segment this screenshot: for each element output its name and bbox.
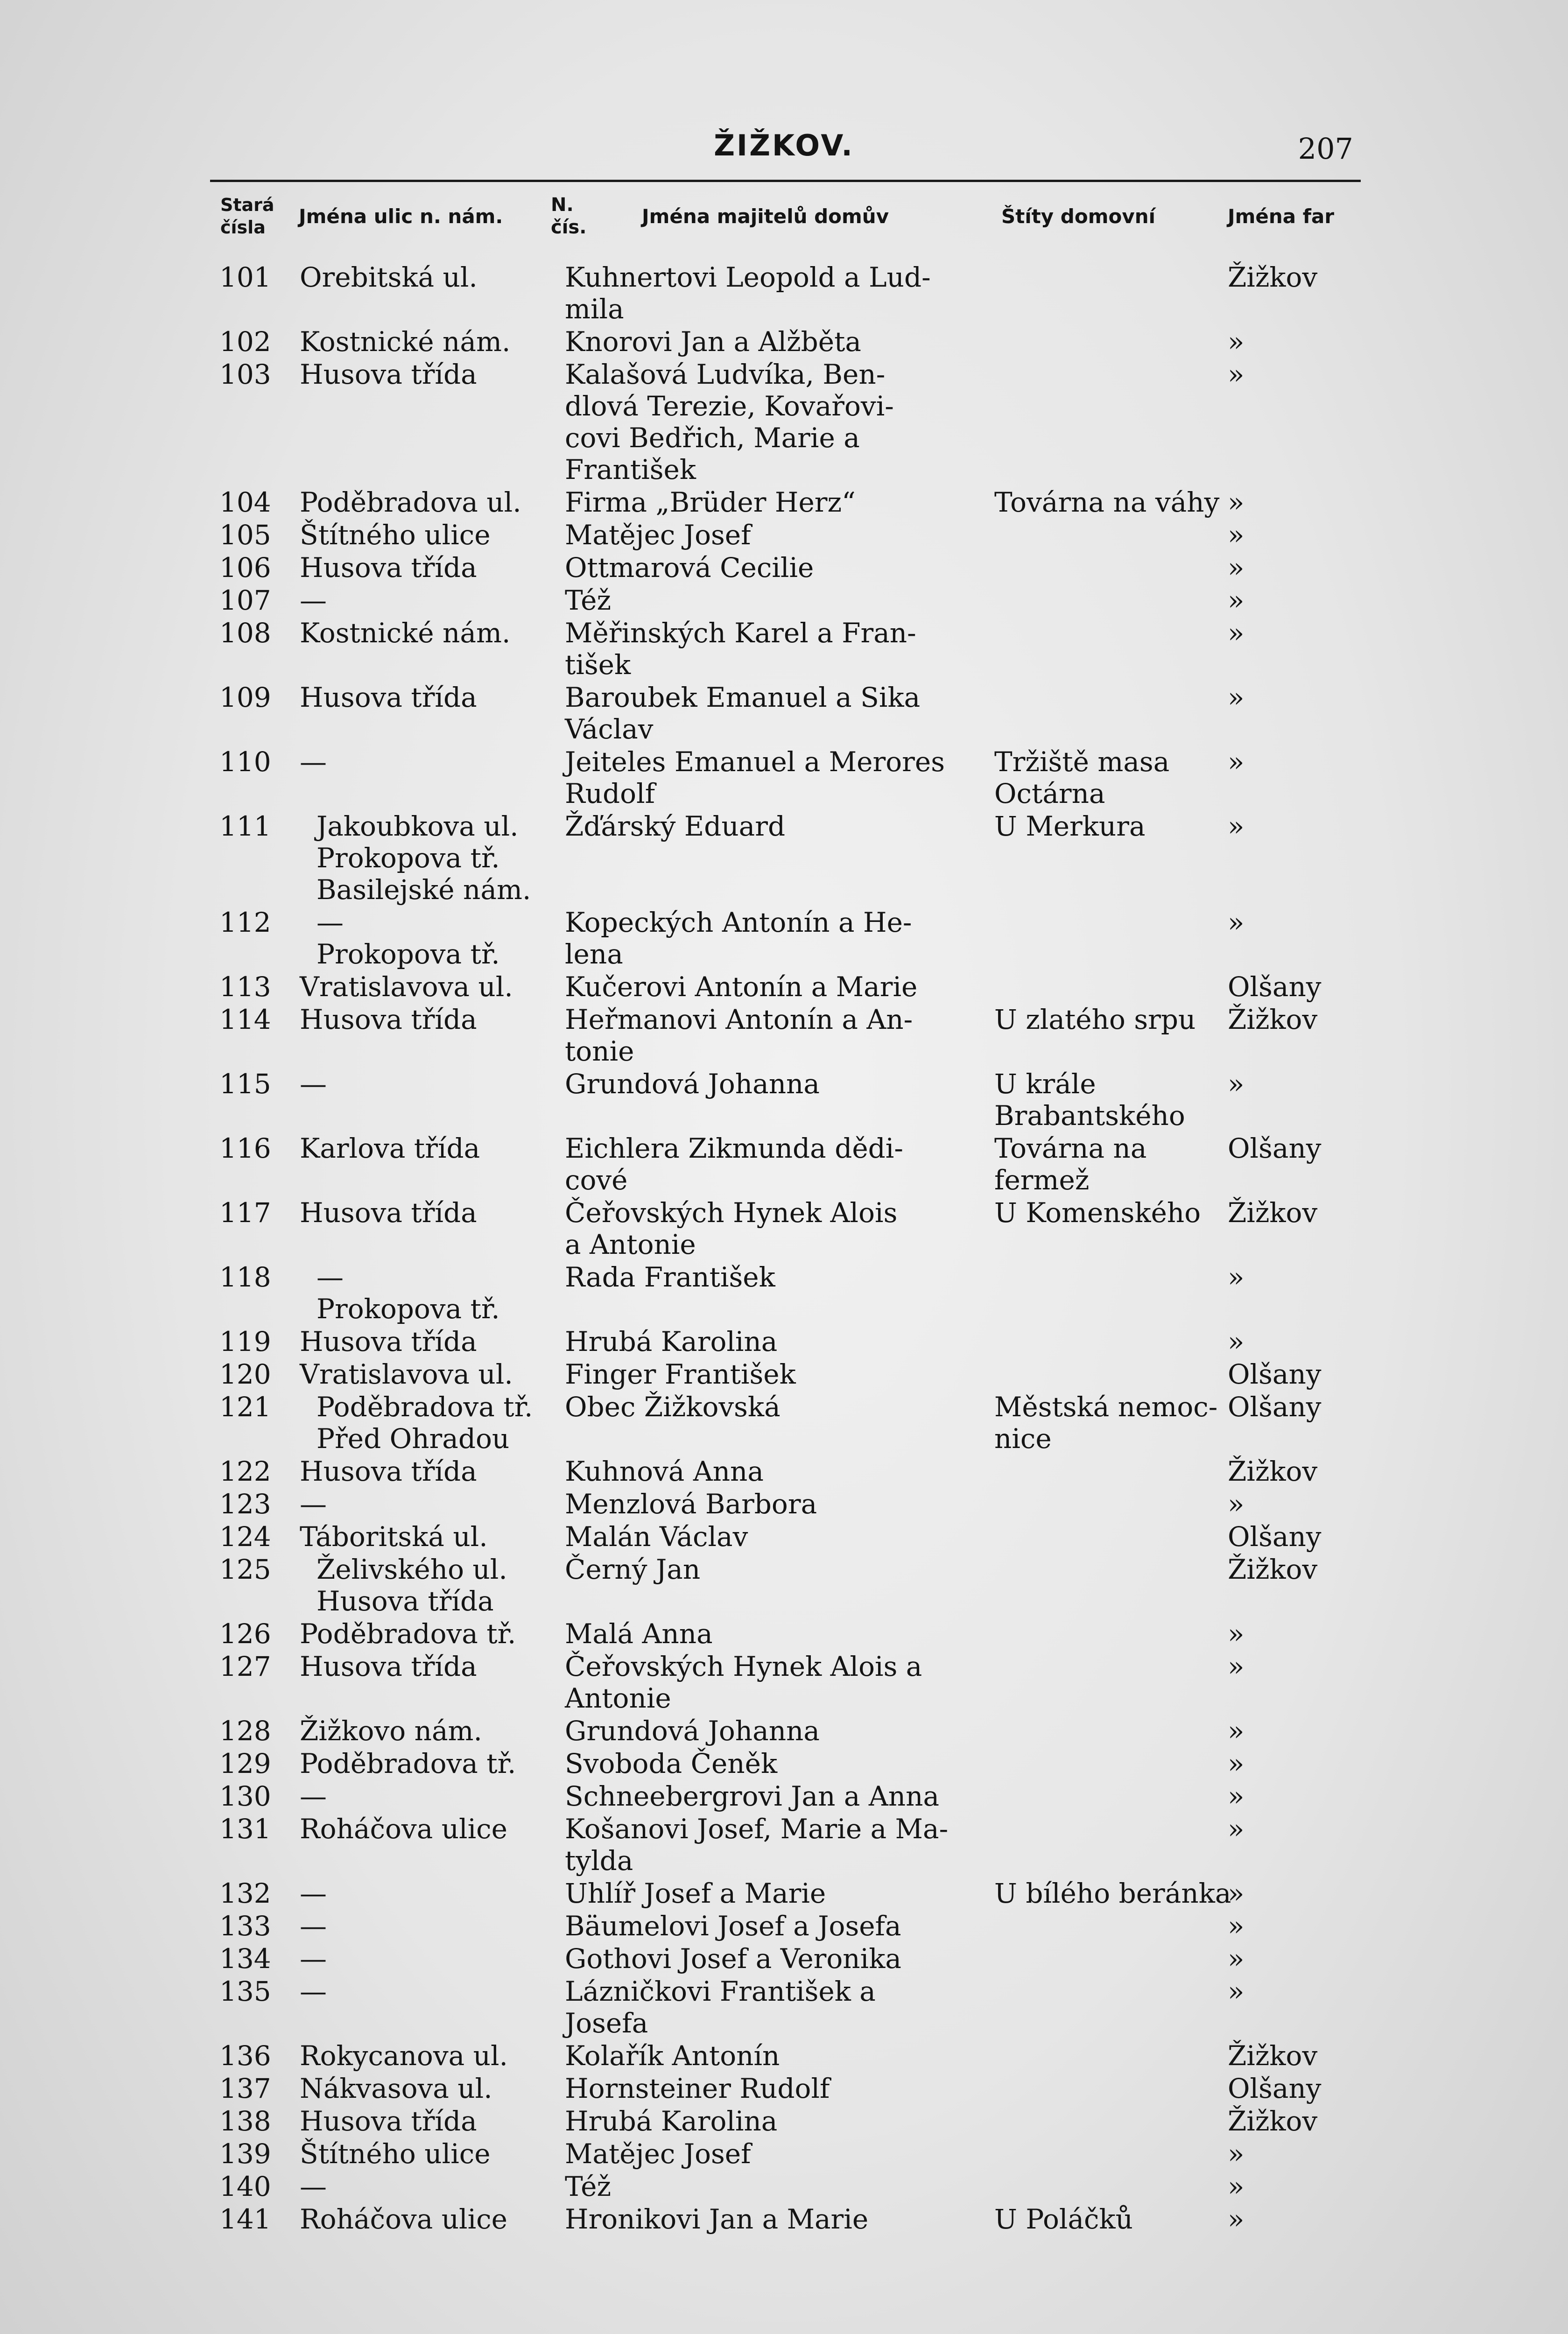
parish-name: » [1228,1618,1245,1650]
street-name: Poděbradova ul. [300,486,521,518]
table-row [219,552,1368,584]
parish-name: » [1228,552,1245,584]
parish-name: » [1228,1488,1245,1520]
house-sign: Městská nemoc- nice [994,1391,1218,1455]
house-number: 105 [219,519,271,551]
street-name: Kostnické nám. [300,617,511,649]
owner-name: Kolařík Antonín [565,2040,780,2072]
table-row [219,907,1368,971]
parish-name: » [1228,1068,1245,1100]
table-row [219,1715,1368,1748]
street-name: Husova třída [300,552,477,584]
table-row [219,1877,1368,1910]
table-row [219,1651,1368,1715]
parish-name: » [1228,1715,1245,1747]
table-row [219,1068,1368,1132]
owner-name: Lázničkovi František a Josefa [565,1975,876,2039]
owner-name: Matějec Josef [565,519,751,551]
house-number: 116 [219,1132,271,1164]
table-row [219,326,1368,359]
column-header-jmena-ulic: Jména ulic n. nám. [299,205,503,228]
house-number: 112 [219,907,271,938]
owner-name: Černý Jan [565,1554,701,1585]
house-number: 118 [219,1261,271,1293]
parish-name: Olšany [1228,1358,1322,1390]
house-number: 131 [219,1813,271,1845]
table-row [219,1780,1368,1813]
table-row [219,2203,1368,2236]
table-row [219,261,1368,326]
owner-name: Košanovi Josef, Marie a Ma- tylda [565,1813,949,1877]
parish-name: » [1228,1651,1245,1682]
owner-name: Čeřovských Hynek Alois a Antonie [565,1651,922,1714]
street-name: Roháčova ulice [300,1813,507,1845]
owner-name: Eichlera Zikmunda dědi- cové [565,1132,903,1196]
table-row [219,971,1368,1004]
house-number: 120 [219,1358,271,1390]
owner-name: Měřinských Karel a Fran- tišek [565,617,916,681]
house-sign: U Merkura [994,810,1146,842]
parish-name: Žižkov [1228,1197,1318,1229]
house-number: 101 [219,261,271,293]
street-name: — Prokopova tř. [316,1261,500,1325]
parish-name: Olšany [1228,1132,1322,1164]
street-name: — [300,1943,327,1975]
page-title: ŽIŽKOV. [714,128,854,162]
table-row [219,1132,1368,1197]
parish-name: » [1228,1975,1245,2007]
table-row [219,1554,1368,1618]
street-name: — [300,1910,327,1942]
owner-name: Hornsteiner Rudolf [565,2073,830,2104]
owner-name: Kučerovi Antonín a Marie [565,971,918,1003]
table-row [219,1391,1368,1455]
table-row [219,359,1368,486]
house-number: 137 [219,2073,271,2104]
house-number: 128 [219,1715,271,1747]
table-row [219,1521,1368,1554]
house-number: 111 [219,810,271,842]
parish-name: » [1228,907,1245,938]
house-number: 127 [219,1651,271,1682]
table-row [219,2073,1368,2105]
owner-name: Hronikovi Jan a Marie [565,2203,869,2235]
table-row [219,2040,1368,2073]
street-name: Husova třída [300,359,477,390]
parish-name: » [1228,810,1245,842]
house-number: 124 [219,1521,271,1553]
owner-name: Obec Žižkovská [565,1391,780,1423]
street-name: Husova třída [300,1326,477,1357]
owner-name: Též [565,2171,612,2202]
table-row [219,1813,1368,1877]
column-header-stara-cisla: Stará čísla [220,195,274,238]
table-row [219,1455,1368,1488]
street-name: — [300,584,327,616]
street-name: — Prokopova tř. [316,907,500,970]
house-number: 110 [219,746,271,778]
parish-name: Žižkov [1228,1554,1318,1585]
street-name: Žižkovo nám. [300,1715,482,1747]
house-number: 130 [219,1780,271,1812]
house-number: 115 [219,1068,271,1100]
house-number: 107 [219,584,271,616]
page-number: 207 [1298,132,1353,166]
owner-name: Finger František [565,1358,796,1390]
house-sign: U zlatého srpu [994,1004,1196,1035]
owner-name: Gothovi Josef a Veronika [565,1943,901,1975]
owner-name: Čeřovských Hynek Alois a Antonie [565,1197,898,1260]
street-name: Karlova třída [300,1132,480,1164]
parish-name: » [1228,1261,1245,1293]
street-name: — [300,746,327,778]
house-sign: U krále Brabantského [994,1068,1185,1132]
street-name: — [300,1877,327,1909]
house-number: 126 [219,1618,271,1650]
table-row [219,1910,1368,1943]
parish-name: Olšany [1228,2073,1322,2104]
house-number: 133 [219,1910,271,1942]
street-name: Štítného ulice [300,519,491,551]
house-number: 122 [219,1455,271,1487]
table-row [219,810,1368,907]
house-sign: U Komenského [994,1197,1201,1229]
owner-name: Žďárský Eduard [565,810,786,842]
table-row [219,617,1368,682]
owner-name: Grundová Johanna [565,1068,820,1100]
table-row [219,1197,1368,1261]
owner-name: Firma „Brüder Herz“ [565,486,856,518]
house-number: 132 [219,1877,271,1909]
owner-name: Malán Václav [565,1521,748,1553]
owner-name: Matějec Josef [565,2138,751,2170]
house-sign: Továrna na váhy [994,486,1220,518]
house-sign: U bílého beránka [994,1877,1231,1909]
parish-name: Žižkov [1228,261,1318,293]
house-number: 103 [219,359,271,390]
street-name: Rokycanova ul. [300,2040,508,2072]
register-table [219,261,1368,2236]
house-sign: Továrna na fermež [994,1132,1147,1196]
owner-name: Hrubá Karolina [565,2105,778,2137]
street-name: Poděbradova tř. [300,1748,516,1779]
owner-name: Též [565,584,612,616]
street-name: Poděbradova tř. Před Ohradou [316,1391,533,1455]
table-row [219,1975,1368,2040]
table-row [219,2138,1368,2171]
parish-name: » [1228,359,1245,390]
table-row [219,1943,1368,1975]
house-number: 108 [219,617,271,649]
house-number: 134 [219,1943,271,1975]
owner-name: Kalašová Ludvíka, Ben- dlová Terezie, Kovařovi- covi Bedřich, Marie a František [565,359,894,485]
street-name: — [300,1780,327,1812]
street-name: — [300,1975,327,2007]
parish-name: » [1228,519,1245,551]
street-name: Jakoubkova ul. Prokopova tř. Basilejské nám. [316,810,531,906]
house-number: 139 [219,2138,271,2170]
street-name: Husova třída [300,1651,477,1682]
table-row [219,1748,1368,1780]
owner-name: Heřmanovi Antonín a An- tonie [565,1004,913,1067]
parish-name: » [1228,326,1245,358]
street-name: Vratislavova ul. [300,971,513,1003]
house-number: 123 [219,1488,271,1520]
owner-name: Grundová Johanna [565,1715,820,1747]
street-name: Husova třída [300,1004,477,1035]
parish-name: » [1228,1780,1245,1812]
street-name: Husova třída [300,682,477,713]
owner-name: Kuhnová Anna [565,1455,764,1487]
street-name: Nákvasova ul. [300,2073,492,2104]
street-name: Roháčova ulice [300,2203,507,2235]
street-name: Husova třída [300,1197,477,1229]
table-row [219,1261,1368,1326]
street-name: Vratislavova ul. [300,1358,513,1390]
parish-name: » [1228,1813,1245,1845]
parish-name: » [1228,1748,1245,1779]
owner-name: Kopeckých Antonín a He- lena [565,907,912,970]
owner-name: Kuhnertovi Leopold a Lud- mila [565,261,931,325]
parish-name: » [1228,1877,1245,1909]
street-name: Husova třída [300,1455,477,1487]
house-number: 119 [219,1326,271,1357]
parish-name: » [1228,2203,1245,2235]
street-name: — [300,1488,327,1520]
parish-name: » [1228,584,1245,616]
parish-name: Olšany [1228,1391,1322,1423]
owner-name: Schneebergrovi Jan a Anna [565,1780,940,1812]
parish-name: » [1228,746,1245,778]
house-sign: Tržiště masa Octárna [994,746,1170,809]
owner-name: Baroubek Emanuel a Sika Václav [565,682,921,745]
table-row [219,486,1368,519]
street-name: Kostnické nám. [300,326,511,358]
table-row [219,682,1368,746]
house-number: 113 [219,971,271,1003]
column-header-jmena-far: Jména far [1228,205,1335,228]
parish-name: » [1228,1326,1245,1357]
parish-name: » [1228,682,1245,713]
house-number: 140 [219,2171,271,2202]
house-number: 102 [219,326,271,358]
street-name: Poděbradova tř. [300,1618,516,1650]
table-row [219,1488,1368,1521]
owner-name: Knorovi Jan a Alžběta [565,326,861,358]
parish-name: Žižkov [1228,2105,1318,2137]
house-sign: U Poláčků [994,2203,1133,2235]
house-number: 129 [219,1748,271,1779]
house-number: 136 [219,2040,271,2072]
street-name: Táboritská ul. [300,1521,488,1553]
parish-name: Žižkov [1228,1004,1318,1035]
street-name: Husova třída [300,2105,477,2137]
table-row [219,2171,1368,2203]
column-header-jmena-majitelu: Jména majitelů domův [642,205,889,228]
owner-name: Bäumelovi Josef a Josefa [565,1910,901,1942]
parish-name: » [1228,2138,1245,2170]
parish-name: Žižkov [1228,1455,1318,1487]
table-row [219,2105,1368,2138]
parish-name: » [1228,486,1245,518]
house-number: 106 [219,552,271,584]
house-number: 114 [219,1004,271,1035]
owner-name: Uhlíř Josef a Marie [565,1877,826,1909]
house-number: 104 [219,486,271,518]
street-name: Želivského ul. Husova třída [316,1554,507,1617]
parish-name: Olšany [1228,1521,1322,1553]
house-number: 135 [219,1975,271,2007]
table-row [219,1004,1368,1068]
table-row [219,1618,1368,1651]
table-row [219,746,1368,810]
parish-name: » [1228,2171,1245,2202]
house-number: 121 [219,1391,271,1423]
parish-name: » [1228,1943,1245,1975]
house-number: 109 [219,682,271,713]
table-row [219,519,1368,552]
table-row [219,1326,1368,1358]
owner-name: Menzlová Barbora [565,1488,817,1520]
owner-name: Malá Anna [565,1618,713,1650]
house-number: 138 [219,2105,271,2137]
street-name: — [300,1068,327,1100]
owner-name: Hrubá Karolina [565,1326,778,1357]
owner-name: Rada František [565,1261,775,1293]
house-number: 117 [219,1197,271,1229]
header-rule [210,180,1361,182]
street-name: Štítného ulice [300,2138,491,2170]
column-header-stity: Štíty domovní [1001,205,1156,228]
parish-name: » [1228,1910,1245,1942]
parish-name: » [1228,617,1245,649]
table-row [219,584,1368,617]
house-number: 125 [219,1554,271,1585]
owner-name: Svoboda Čeněk [565,1748,778,1779]
house-number: 141 [219,2203,271,2235]
parish-name: Žižkov [1228,2040,1318,2072]
street-name: Orebitská ul. [300,261,478,293]
table-row [219,1358,1368,1391]
owner-name: Jeiteles Emanuel a Merores Rudolf [565,746,945,809]
street-name: — [300,2171,327,2202]
column-header-n-cis: N. čís. [551,194,587,238]
owner-name: Ottmarová Cecilie [565,552,814,584]
parish-name: Olšany [1228,971,1322,1003]
